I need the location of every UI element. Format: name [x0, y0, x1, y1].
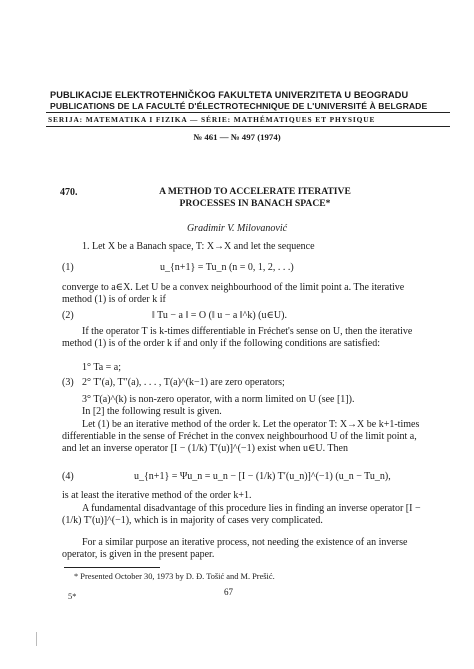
journal-header-serbian: PUBLIKACIJE ELEKTROTEHNIČKOG FAKULTETA UNIVERZITETA U BEOGRADU [50, 90, 409, 100]
paragraph-7: A fundamental disadvantage of this procedure lies in finding an inverse operator [I − (1/k) T′(u)]^(−1), which is in majority of cases very complicated. [62, 503, 421, 526]
signature-mark: 5* [68, 592, 77, 601]
paragraph-1: 1. Let X be a Banach space, T: X→X and let the sequence [82, 241, 315, 252]
footnote-rule [64, 567, 160, 568]
paragraph-3: If the operator T is k-times differentiable in Fréchet's sense on U, then the iterative method (1) is of the order k if and only if the following conditions are satisfied: [62, 326, 413, 349]
issue-numbers: № 461 — № 497 (1974) [193, 132, 281, 142]
equation-number-3: (3) [62, 377, 74, 388]
paragraph-2: converge to a∈X. Let U be a convex neighbourhood of the limit point a. The iterative method (1) is of order k if [62, 282, 405, 305]
series-line: SERIJA: MATEMATIKA I FIZIKA — SÉRIE: MATHÉMATIQUES ET PHYSIQUE [48, 115, 376, 124]
equation-number-4: (4) [62, 471, 74, 482]
title-line-2: PROCESSES IN BANACH SPACE* [179, 198, 331, 209]
paragraph-6: is at least the iterative method of the order k+1. [62, 490, 252, 501]
header-rule-top [46, 112, 450, 113]
footnote: * Presented October 30, 1973 by D. Đ. Tošić and M. Prešić. [74, 572, 275, 581]
condition-2: 2° T′(a), T″(a), . . . , T(a)^(k−1) are zero operators; [82, 377, 285, 388]
equation-number-2: (2) [62, 310, 74, 321]
condition-1: 1° Ta = a; [82, 362, 122, 373]
equation-2: ‖ Tu − a ‖ = O (‖ u − a ‖^k) (u∈U). [152, 310, 287, 321]
equation-1: u_{n+1} = Tu_n (n = 0, 1, 2, . . .) [160, 262, 294, 273]
page-number: 67 [224, 587, 233, 597]
equation-4: u_{n+1} = Ψu_n = u_n − [I − (1/k) T′(u_n)]^(−1) (u_n − Tu_n), [134, 471, 391, 482]
article-number: 470. [60, 187, 78, 198]
condition-3: 3° T(a)^(k) is non-zero operator, with a norm limited on U (see [1]). [82, 394, 355, 405]
journal-header-french: PUBLICATIONS DE LA FACULTÉ D'ÉLECTROTECHNIQUE DE L'UNIVERSITÉ À BELGRADE [50, 101, 428, 111]
scan-edge-mark [36, 632, 37, 646]
header-rule-bottom [46, 126, 450, 127]
paragraph-8: For a similar purpose an iterative process, not needing the existence of an inverse operator, is given in the present paper. [62, 537, 408, 560]
title-line-1: A METHOD TO ACCELERATE ITERATIVE [159, 186, 351, 197]
author-name: Gradimir V. Milovanović [186, 223, 288, 234]
paragraph-5: Let (1) be an iterative method of the order k. Let the operator T: X→X be k+1-times differentiable in the sense of Fréchet in the convex neighbourhood U of the limit point a, and let an inverse operator [I − (1/k) T′(u)]^(−1) exist when u∈U. Then [62, 419, 420, 454]
equation-number-1: (1) [62, 262, 74, 273]
paragraph-4: In [2] the following result is given. [82, 406, 222, 417]
article-title [110, 186, 400, 210]
